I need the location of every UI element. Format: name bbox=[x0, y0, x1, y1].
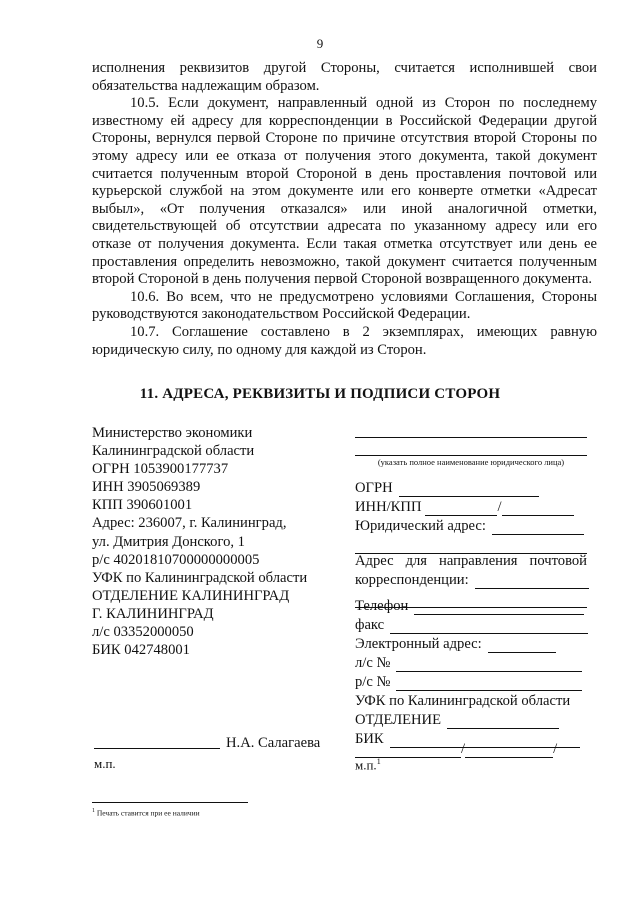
ls-field[interactable] bbox=[396, 658, 582, 672]
fax-row bbox=[355, 615, 595, 634]
paragraph-10-7: 10.7. Соглашение составлено в 2 экземплярах, имеющих равную юридическую силу, по одному для каждой из Сторон. bbox=[92, 323, 597, 358]
right-signature-slash: / bbox=[461, 741, 466, 757]
ls-row bbox=[355, 653, 595, 672]
fax-label: факс bbox=[355, 616, 385, 633]
legal-address-row bbox=[355, 516, 595, 535]
left-party-line: УФК по Калининградской области bbox=[92, 569, 308, 586]
left-party-line: ул. Дмитрия Донского, 1 bbox=[92, 533, 245, 550]
left-party-line: Министерство экономики bbox=[92, 425, 253, 441]
left-party-line: Г. КАЛИНИНГРАД bbox=[92, 605, 214, 622]
page-number: 9 bbox=[316, 36, 324, 51]
paragraph-10-5: 10.5. Если документ, направленный одной из Сторон по последнему известному ей адресу для корреспонденции в Российской Федерации другой Стороны, вернулся первой Стороне по причине отсутствия второй Стороны по этому адресу или ее отказа от получения этого документа, такой документ считается полученным второй Стороной в день проставления почтовой или курьерской службой на этом документе или его конверте отметки «Адресат выбыл», «От получения отказался» или иной аналогичной отметки, свидетельствующей об отсутствии адресата по указанному адресу или его отказе от получения документа. Если такая отметка отсутствует или день ее проставления определить невозможно, такой документ считается полученным второй Стороной в день получения первой Стороной возвращенного документа. bbox=[92, 95, 597, 288]
ogrn-field[interactable] bbox=[399, 483, 539, 497]
left-party-line: БИК 042748001 bbox=[92, 642, 190, 659]
footnote bbox=[92, 808, 200, 818]
ls-label: л/с № bbox=[355, 654, 391, 671]
ufk-row bbox=[355, 691, 595, 710]
inn-kpp-row bbox=[355, 497, 595, 516]
paragraph-10-6: 10.6. Во всем, что не предусмотрено условиями Соглашения, Стороны руководствуются законодательством Российской Федерации. bbox=[92, 288, 597, 323]
right-party-details bbox=[355, 478, 595, 554]
bik-label: БИК bbox=[355, 730, 384, 747]
inn-kpp-label: ИНН/КПП bbox=[355, 498, 422, 515]
right-stamp-text: м.п. bbox=[355, 757, 377, 773]
email-row bbox=[355, 634, 595, 653]
left-party-line: л/с 03352000050 bbox=[92, 624, 194, 641]
department-row bbox=[355, 710, 595, 729]
rs-field[interactable] bbox=[396, 677, 582, 691]
left-party-details bbox=[92, 424, 332, 659]
right-name-line-1 bbox=[355, 437, 587, 438]
kpp-field[interactable] bbox=[502, 502, 574, 516]
legal-address-label: Юридический адрес: bbox=[355, 517, 486, 534]
legal-address-field[interactable] bbox=[492, 521, 584, 535]
rs-label: р/с № bbox=[355, 673, 391, 690]
paragraph-10-4-end: исполнения реквизитов другой Стороны, считается исполнившей свои обязательства надлежащим образом. bbox=[92, 60, 597, 94]
body-text bbox=[92, 60, 597, 359]
email-label: Электронный адрес: bbox=[355, 635, 482, 652]
postal-address-field[interactable] bbox=[475, 575, 589, 589]
fax-field[interactable] bbox=[390, 620, 588, 634]
right-name-line-2 bbox=[355, 455, 587, 456]
department-field[interactable] bbox=[447, 715, 559, 729]
phone-row bbox=[355, 596, 595, 615]
right-signature-row bbox=[355, 739, 595, 758]
right-signature-fields bbox=[355, 739, 595, 758]
left-party-line: ОТДЕЛЕНИЕ КАЛИНИНГРАД bbox=[92, 587, 290, 604]
inn-kpp-slash: / bbox=[497, 498, 502, 515]
ogrn-row bbox=[355, 478, 595, 497]
left-party-line: ОГРН 1053900177737 bbox=[92, 461, 229, 478]
left-party-line: Калининградской области bbox=[92, 443, 255, 460]
phone-label: Телефон bbox=[355, 597, 409, 614]
right-signature-field[interactable] bbox=[355, 744, 461, 758]
right-signatory-name-field[interactable] bbox=[465, 744, 553, 758]
rs-row bbox=[355, 672, 595, 691]
left-stamp-label: м.п. bbox=[94, 756, 116, 771]
footnote-separator bbox=[92, 802, 248, 803]
right-signature-slash-2: / bbox=[553, 741, 558, 757]
left-party-line: Адрес: 236007, г. Калининград, bbox=[92, 515, 287, 532]
left-signatory: Н.А. Салагаева bbox=[226, 735, 321, 751]
postal-address-label-2: корреспонденции: bbox=[355, 572, 469, 588]
postal-address-label: Адрес для направления почтовой bbox=[355, 553, 587, 569]
section-title: 11. АДРЕСА, РЕКВИЗИТЫ И ПОДПИСИ СТОРОН bbox=[139, 386, 501, 402]
left-party-line: р/с 40201810700000000005 bbox=[92, 551, 260, 568]
postal-address-row bbox=[355, 570, 595, 589]
contacts-block bbox=[355, 596, 595, 748]
ogrn-label: ОГРН bbox=[355, 479, 393, 496]
footnote-number: 1 bbox=[92, 808, 95, 814]
phone-field[interactable] bbox=[414, 601, 584, 615]
footnote-mark: 1 bbox=[376, 757, 381, 766]
department-label: ОТДЕЛЕНИЕ bbox=[355, 711, 442, 728]
ufk-label: УФК по Калининградской области bbox=[355, 692, 571, 709]
name-hint: (указать полное наименование юридического лица) bbox=[377, 457, 565, 467]
footnote-text: Печать ставится при ее наличии bbox=[96, 808, 200, 818]
email-field[interactable] bbox=[488, 639, 556, 653]
left-party-line: ИНН 3905069389 bbox=[92, 479, 201, 496]
left-party-line: КПП 390601001 bbox=[92, 497, 193, 514]
right-stamp-label bbox=[355, 757, 381, 773]
left-signature-line bbox=[94, 748, 220, 749]
inn-field[interactable] bbox=[425, 502, 497, 516]
